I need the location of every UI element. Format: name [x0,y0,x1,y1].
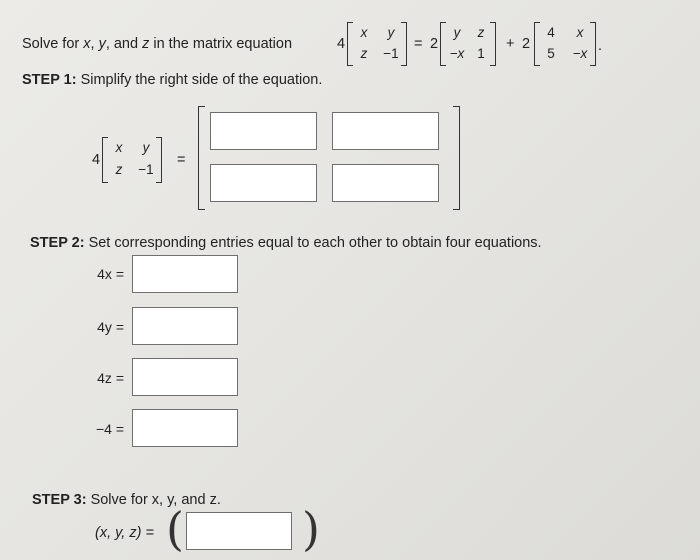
var-z: z [142,36,150,52]
equation-label-4z: 4z = [97,370,124,386]
matrix-a-cell: −1 [383,46,399,61]
matrix-a-cell: y [387,25,395,40]
result-entry-r2c2[interactable] [332,164,439,202]
matrix-c-cell: 4 [547,25,555,40]
problem-prefix: Solve for [22,36,84,52]
matrix-b-cell: y [453,25,461,40]
step1-matrix-cell: −1 [138,162,154,177]
matrix-b [440,22,496,66]
bracket-right [453,106,460,210]
matrix-c-cell: −x [572,46,588,61]
step2-text: Set corresponding entries equal to each other to obtain four equations. [88,235,542,251]
var-x: x [83,36,91,52]
equals-sign: = [414,36,423,52]
problem-sep2: , and [105,36,143,52]
equation-input-4z[interactable] [132,358,238,396]
equation-label-4x: 4x = [97,266,124,282]
matrix-b-cell: 1 [477,46,485,61]
matrix-c-cell: 5 [547,46,555,61]
close-paren: ) [302,502,320,556]
result-entry-r1c2[interactable] [332,112,439,150]
step1-heading [22,72,322,88]
matrix-a-cell: z [360,46,368,61]
matrix-c [534,22,596,66]
equation-label-neg4: −4 = [95,421,124,437]
plus-sign: + [506,36,515,52]
step1-scalar: 4 [92,152,101,168]
equation-input-neg4[interactable] [132,409,238,447]
matrix-b-cell: z [477,25,485,40]
matrix-c-cell: x [576,25,584,40]
matrix-a-cell: x [360,25,368,40]
step2-heading [30,235,542,251]
period: . [598,38,603,54]
scalar-a: 4 [337,36,346,52]
problem-sep1: , [90,36,99,52]
step3-heading [32,492,221,508]
step2-label: STEP 2: [30,235,85,251]
result-entry-r1c1[interactable] [210,112,317,150]
step1-text: Simplify the right side of the equation. [80,72,323,88]
step1-label: STEP 1: [22,72,77,88]
step1-matrix [102,137,162,183]
equation-input-4y[interactable] [132,307,238,345]
step1-equals: = [177,152,186,168]
matrix-b-cell: −x [449,46,465,61]
problem-statement [22,36,292,52]
scalar-c: 2 [522,36,531,52]
step1-matrix-cell: y [142,140,150,155]
step3-text: Solve for x, y, and z. [90,492,221,508]
var-y: y [98,36,106,52]
step1-result-matrix [198,106,460,210]
problem-suffix: in the matrix equation [149,36,293,52]
tuple-label: (x, y, z) = [95,525,154,541]
open-paren: ( [166,502,184,556]
step3-label: STEP 3: [32,492,87,508]
bracket-left [198,106,205,210]
scalar-b: 2 [430,36,439,52]
equation-label-4y: 4y = [97,319,124,335]
equation-input-4x[interactable] [132,255,238,293]
matrix-a [347,22,407,66]
step1-matrix-cell: x [115,140,123,155]
step1-matrix-cell: z [115,162,123,177]
solution-input[interactable] [186,512,292,550]
result-entry-r2c1[interactable] [210,164,317,202]
